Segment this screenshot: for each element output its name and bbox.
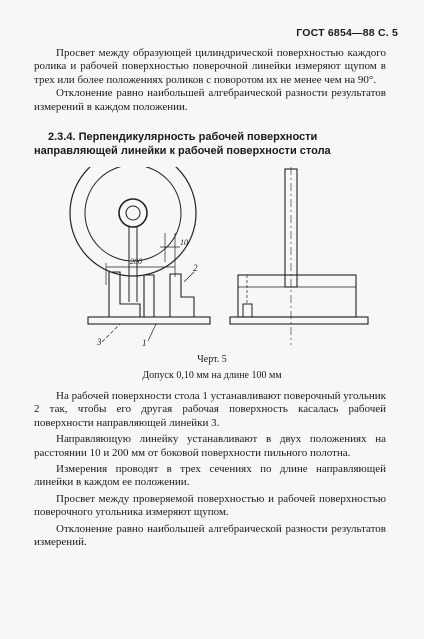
guide-ruler-right (170, 274, 194, 317)
paragraph-square-placement: На рабочей поверхности стола 1 устанавливают поверочный угольник 2 так, чтобы его другая рабочая поверхность касалась рабочей поверхности направляющей линейки 3. (34, 390, 386, 429)
dimension-200-label: 200 (130, 257, 142, 266)
paragraph-sections: Измерения проводят в трех сечениях по длине направляющей линейки в каждом ее положении. (34, 463, 386, 489)
paragraph-gap-check: Просвет между проверяемой поверхностью и рабочей поверхностью поверочного угольника измеряют щупом. (34, 492, 386, 519)
paragraph-result: Отклонение равно наибольшей алгебраической разности результатов измерений. (34, 522, 386, 549)
label-3: 3 (97, 337, 102, 347)
leader-line-3 (102, 324, 120, 342)
leader-line-2 (184, 272, 194, 282)
table-left-view (88, 317, 210, 324)
page-header: ГОСТ 6854—88 С. 5 (296, 27, 398, 39)
tolerance-note: Допуск 0,10 мм на длине 100 мм (142, 370, 282, 381)
procedure-text (34, 390, 386, 549)
label-2: 2 (193, 263, 198, 273)
leader-line-1 (148, 324, 156, 341)
figure-caption: Черт. 5 (197, 354, 227, 365)
section-heading-2-3-4: 2.3.4. Перпендикулярность рабочей поверхности направляющей линейки к рабочей поверхности стола (34, 131, 331, 157)
paragraph-ruler-positions: Направляющую линейку устанавливают в двух положениях на расстоянии 10 и 200 мм от боковой поверхности пильного полотна. (34, 433, 386, 459)
dimension-10-label: 10 (180, 238, 188, 247)
side-view (230, 167, 368, 345)
figure-5-drawing (60, 167, 370, 347)
try-square (144, 275, 154, 317)
paragraph-deviation: Отклонение равно наибольшей алгебраической разности результатов измерений в каждом положении. (34, 87, 386, 113)
paragraph-gap-measurement: Просвет между образующей цилиндрической поверхностью каждого ролика и рабочей поверхностью поверочной линейки измеряют щупом в трех или более положениях роликов с поворотом их не менее чем на 90°. (34, 47, 386, 86)
label-1: 1 (142, 338, 147, 347)
intro-text (34, 47, 386, 114)
guide-ruler-left (109, 272, 140, 317)
